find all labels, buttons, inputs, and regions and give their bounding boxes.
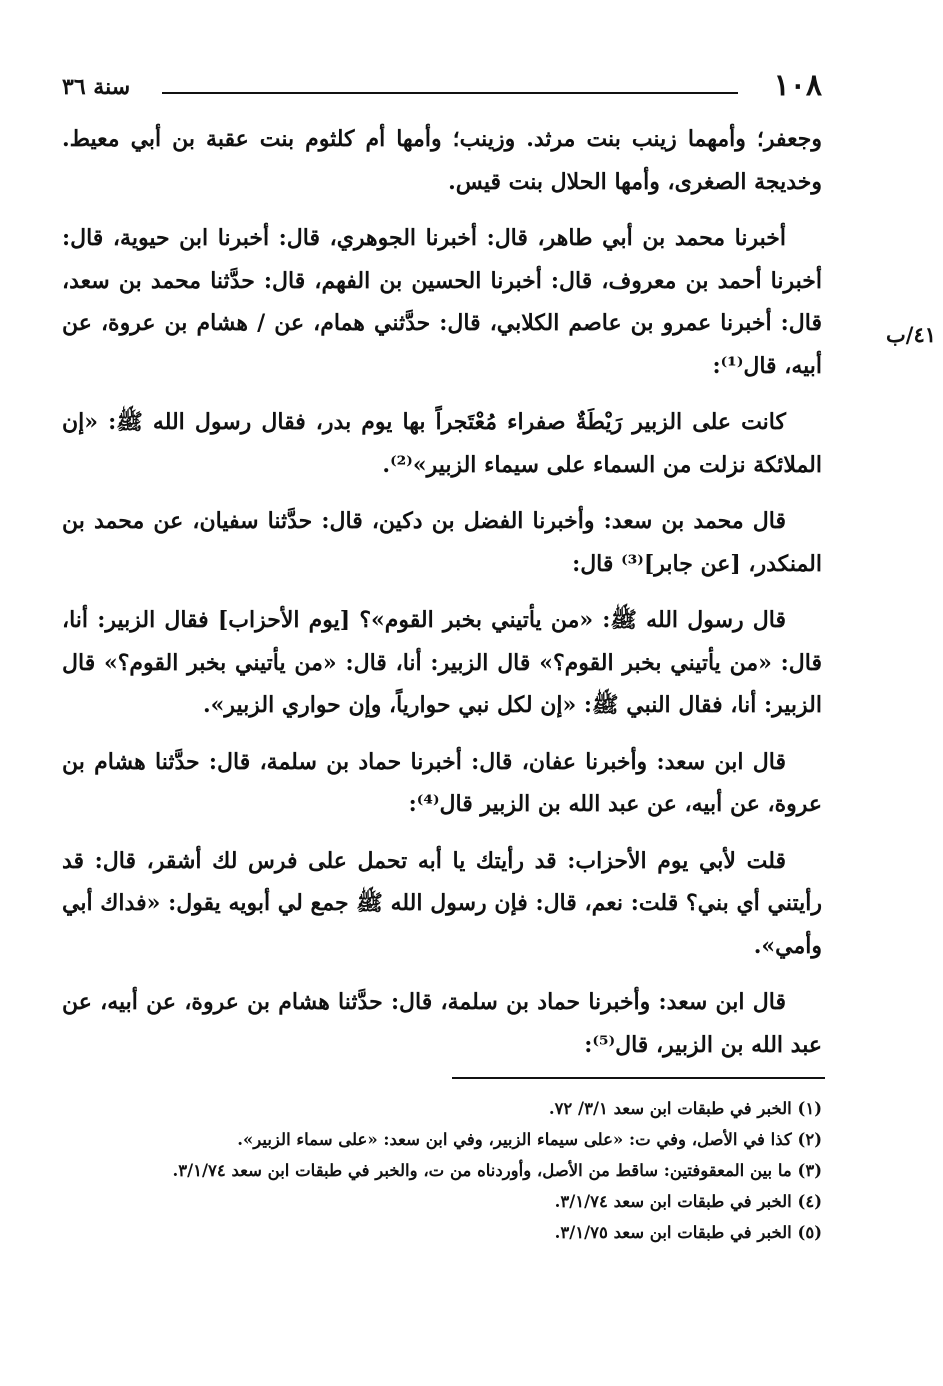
page-header [62,66,822,106]
paragraph-6: قال ابن سعد: وأخبرنا عفان، قال: أخبرنا حماد بن سلمة، قال: حدَّثنا هشام بن عروة، عن أبيه، عن عبد الله بن الزبير قال⁽⁴⁾: [62,748,822,817]
paragraph-8: قال ابن سعد: وأخبرنا حماد بن سلمة، قال: حدَّثنا هشام بن عروة، عن أبيه، عن عبد الله بن الزبير، قال⁽⁵⁾: [62,989,822,1058]
paragraph-4: قال محمد بن سعد: وأخبرنا الفضل بن دكين، قال: حدَّثنا سفيان، عن محمد بن المنكدر، [عن جابر]⁽³⁾ قال: [62,508,822,577]
footnote-2: (٢) كذا في الأصل، وفي ت: «على سيماء الزبير، وفي ابن سعد: «على سماء الزبير». [237,1130,822,1149]
margin-reference: ٤١/ب [885,322,936,347]
footnotes [70,1093,822,1248]
paragraph-7: قلت لأبي يوم الأحزاب: قد رأيتك يا أبه تحمل على فرس لك أشقر، قال: قد رأيتني أي بني؟ قلت: نعم، قال: فإن رسول الله ﷺ جمع لي أبويه يقول: «فداك أبي وأمي». [62,847,822,959]
header-rule [162,92,738,94]
footnote-5: (٥) الخبر في طبقات ابن سعد ٣/١/٧٥. [554,1223,822,1242]
footnote-4: (٤) الخبر في طبقات ابن سعد ٣/١/٧٤. [554,1192,822,1211]
footnote-1: (١) الخبر في طبقات ابن سعد ٣/١/ ٧٢. [548,1099,822,1118]
main-text [62,118,822,1080]
margin-reference-wrap [826,322,936,362]
paragraph-5: قال رسول الله ﷺ: «من يأتيني بخبر القوم»؟ [يوم الأحزاب] فقال الزبير: أنا، قال: «من يأتيني بخبر القوم؟» قال الزبير: أنا، قال: «من يأتيني بخبر القوم؟» قال الزبير: أنا، فقال النبي ﷺ: «إن لكل نبي حوارياً، وإن حواري الزبير». [62,607,823,718]
page-number: ١٠٨ [773,68,822,103]
footnote-3: (٣) ما بين المعقوفتين: ساقط من الأصل، وأوردناه من ت، والخبر في طبقات ابن سعد ٣/١/٧٤. [172,1161,822,1180]
year-label: سنة ٣٦ [62,74,131,100]
footnote-rule [452,1077,825,1079]
paragraph-1: وجعفر؛ وأمهما زينب بنت مرثد. وزينب؛ وأمها أم كلثوم بنت عقبة بن أبي معيط. وخديجة الصغرى، وأمها الحلال بنت قيس. [62,126,822,195]
paragraph-3: كانت على الزبير رَيْطَةٌ صفراء مُعْتَجراً بها يوم بدر، فقال رسول الله ﷺ: «إن الملائكة نزلت من السماء على سيماء الزبير»⁽²⁾. [62,409,822,478]
paragraph-2: أخبرنا محمد بن أبي طاهر، قال: أخبرنا الجوهري، قال: أخبرنا ابن حيوية، قال: أخبرنا أحمد بن معروف، قال: أخبرنا الحسين بن الفهم، قال: حدَّثنا محمد بن سعد، قال: أخبرنا عمرو بن عاصم الكلابي، قال: حدَّثني همام، عن / هشام بن عروة، عن أبيه، قال⁽¹⁾: [62,225,822,379]
